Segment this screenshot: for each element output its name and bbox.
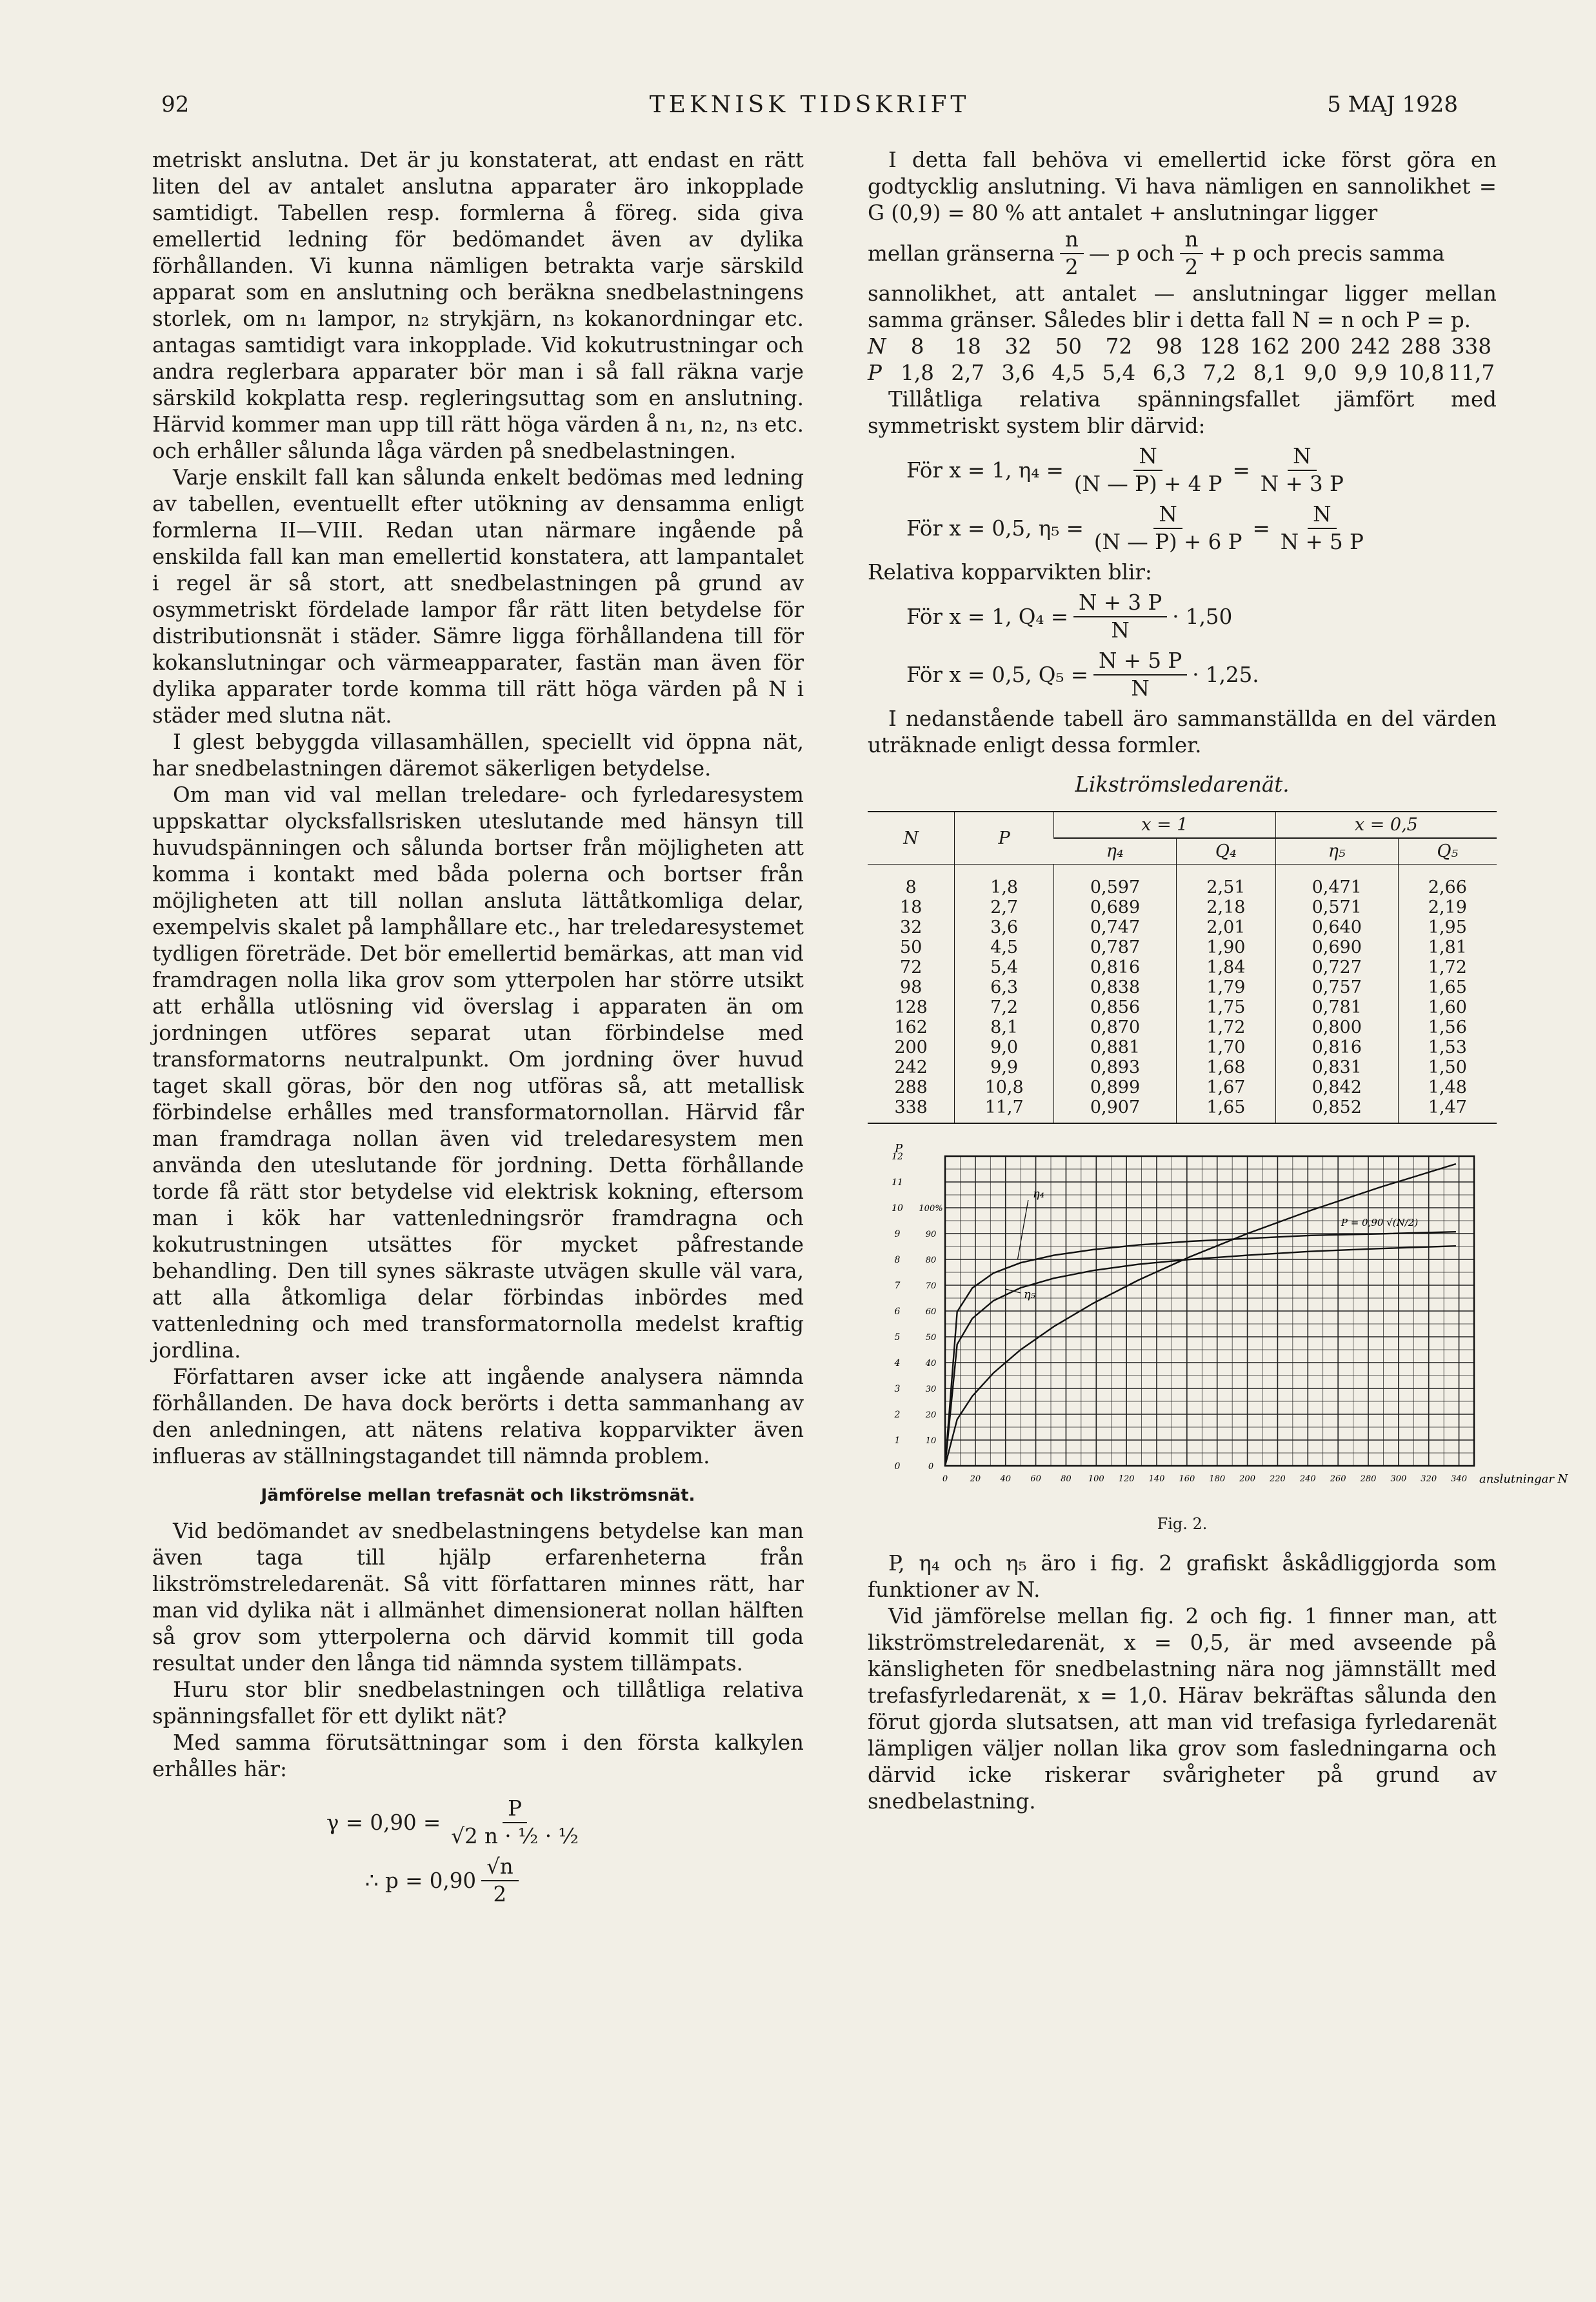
formula-lhs: För x = 1, η₄ =	[906, 457, 1064, 483]
table-cell: 1,70	[1176, 1037, 1275, 1057]
paragraph: Relativa kopparvikten blir:	[868, 560, 1152, 585]
table-row	[868, 897, 1497, 917]
table-cell: 1,53	[1398, 1037, 1497, 1057]
page-number: 92	[161, 92, 190, 117]
y-left-tick-label: 10	[892, 1203, 903, 1214]
y-left-tick-label: 4	[894, 1358, 901, 1368]
y-right-tick-label: 30	[925, 1385, 937, 1394]
numerator: N	[1308, 501, 1336, 529]
denominator: (N — P) + 6 P	[1093, 530, 1242, 554]
numerator: √n	[481, 1854, 519, 1881]
table-cell: 2,7	[955, 897, 1054, 917]
table-cell: 7,2	[955, 997, 1054, 1017]
table-cell: 1,75	[1176, 997, 1275, 1017]
y-left-tick-label: 6	[894, 1306, 901, 1317]
table-cell: 2,51	[1176, 865, 1275, 898]
value-cell: 8	[910, 334, 924, 359]
inline-limits	[868, 226, 1497, 281]
y-right-tick-label: 10	[925, 1436, 937, 1446]
y-left-tick-label: 12	[892, 1152, 903, 1162]
x-tick-label: 60	[1030, 1474, 1041, 1484]
x-tick-label: 20	[970, 1474, 981, 1484]
formula-lhs: För x = 1, Q₄ =	[906, 604, 1069, 629]
formula-rhs: · 1,25.	[1192, 662, 1259, 687]
text-fragment: — p och	[1088, 241, 1175, 266]
y-right-tick-label: 40	[925, 1359, 937, 1368]
table-row	[868, 957, 1497, 977]
table-cell: 338	[868, 1097, 955, 1123]
x-tick-label: 260	[1330, 1474, 1346, 1484]
annotation-leader	[1017, 1200, 1028, 1259]
paragraph: I nedanstående tabell äro sammanställda en del värden uträknade enligt dessa formler.	[868, 706, 1497, 757]
numerator: N	[1288, 443, 1316, 471]
text-fragment: + p och precis samma	[1208, 241, 1445, 266]
value-cell: 18	[954, 334, 981, 359]
y-left-tick-label: 3	[894, 1384, 901, 1394]
series-line-eta5	[945, 1246, 1456, 1466]
series-line-p	[945, 1164, 1456, 1466]
fraction	[1060, 226, 1084, 281]
equation-lhs: γ = 0,90 =	[326, 1810, 441, 1835]
fraction	[1073, 590, 1167, 644]
left-column	[152, 147, 804, 1912]
table-cell: 0,816	[1054, 957, 1177, 977]
formula-eta5	[906, 501, 1497, 555]
column-header: N	[868, 812, 955, 865]
table-cell: 1,79	[1176, 977, 1275, 997]
x-tick-label: 100	[1088, 1474, 1104, 1484]
value-cell: 2,7	[951, 361, 984, 385]
table-cell: 0,727	[1275, 957, 1398, 977]
x-tick-label: 180	[1209, 1474, 1226, 1484]
column-group-header: x = 0,5	[1275, 812, 1497, 838]
table-cell: 1,68	[1176, 1057, 1275, 1077]
table-cell: 288	[894, 1077, 928, 1097]
y-left-tick-label: 5	[894, 1332, 901, 1343]
numerator: N	[1133, 443, 1162, 471]
fraction	[1093, 648, 1187, 702]
x-tick-label: 240	[1299, 1474, 1316, 1484]
y-left-tick-label: 1	[894, 1436, 901, 1446]
y-left-tick-label: 8	[894, 1255, 901, 1265]
numerator: N	[1153, 501, 1182, 529]
equation-lhs: ∴ p = 0,90	[365, 1868, 477, 1893]
table-cell: 50	[899, 937, 923, 957]
value-cell: 242	[1350, 334, 1391, 359]
value-cell: 5,4	[1102, 361, 1136, 385]
y-left-tick-label: 11	[892, 1177, 903, 1188]
numerator: P	[503, 1796, 527, 1823]
table-cell: 1,72	[1176, 1017, 1275, 1037]
table-cell: 1,84	[1176, 957, 1275, 977]
table-row	[868, 1057, 1497, 1077]
paragraph: metriskt anslutna. Det är ju konstaterat, att endast en rätt liten del av antalet anslutna apparater äro inkopplade samtidigt. Tabellen resp. formlerna å föreg. sida giva emellertid ledning för bedömandet även av dylika förhållanden. Vi kunna nämligen betrakta varje särskild apparat som en anslutning och beräkna snedbelastningens storlek, om n₁ lampor, n₂ strykjärn, n₃ kokanordningar etc. antagas samtidigt vara inkopplade. Vid kokutrustningar och andra reglerbara apparater bör man i så fall räkna varje särskild kokplatta resp. regleringsuttag som en anslutning. Härvid kommer man upp till rätt höga värden å n₁, n₂, n₃ etc. och erhåller sålunda låga värden på snedbelastningen.	[152, 148, 804, 463]
fraction	[1255, 443, 1349, 497]
table-cell: 128	[894, 997, 928, 1017]
table-row	[868, 917, 1497, 937]
table-cell: 1,81	[1398, 937, 1497, 957]
x-tick-label: 140	[1148, 1474, 1165, 1484]
row-label: P	[868, 361, 882, 385]
column-header: P	[955, 812, 1054, 865]
value-cell: 7,2	[1202, 361, 1237, 385]
y-left-tick-label: 2	[894, 1410, 901, 1420]
table-row	[868, 1037, 1497, 1057]
table-cell: 0,870	[1054, 1017, 1177, 1037]
table-cell: 200	[894, 1037, 928, 1057]
equals-sign: =	[1252, 515, 1270, 541]
y-right-tick-label: 70	[925, 1281, 937, 1291]
table-cell: 0,842	[1275, 1077, 1398, 1097]
section-heading: Jämförelse mellan trefasnät och likströmsnät.	[261, 1486, 695, 1505]
table-cell: 0,597	[1054, 865, 1177, 898]
x-tick-label: 40	[1000, 1474, 1011, 1484]
table-cell: 1,72	[1398, 957, 1497, 977]
paragraph: Tillåtliga relativa spänningsfallet jämfört med symmetriskt system blir därvid:	[868, 387, 1497, 438]
issue-date: 5 MAJ 1928	[1327, 92, 1458, 117]
y-right-tick-label: 100%	[919, 1204, 943, 1214]
value-cell: 11,7	[1448, 361, 1495, 385]
table-cell: 0,787	[1054, 937, 1177, 957]
table-cell: 0,571	[1275, 897, 1398, 917]
equation	[326, 1796, 804, 1850]
table-cell: 1,56	[1398, 1017, 1497, 1037]
value-cell: 8,1	[1253, 361, 1287, 385]
value-cell: 288	[1401, 334, 1441, 359]
table-row	[868, 1077, 1497, 1097]
table-cell: 1,90	[1176, 937, 1275, 957]
table-cell: 0,893	[1054, 1057, 1177, 1077]
table-cell: 4,5	[955, 937, 1054, 957]
curve-label-eta4: η₄	[1032, 1187, 1044, 1201]
fraction	[481, 1854, 519, 1908]
table-body	[868, 865, 1497, 1124]
formula-q4	[906, 590, 1497, 644]
table-cell: 10,8	[955, 1077, 1054, 1097]
table-cell: 0,856	[1054, 997, 1177, 1017]
column-group-header: x = 1	[1054, 812, 1276, 838]
value-cell: 4,5	[1052, 361, 1086, 385]
value-cell: 72	[1105, 334, 1133, 359]
table-row	[868, 865, 1497, 898]
column-header: Q₄	[1176, 838, 1275, 865]
table-cell: 8	[905, 877, 917, 897]
paragraph: I detta fall behöva vi emellertid icke först göra en godtycklig anslutning. Vi hava nämligen en sannolikhet = G (0,9) = 80 % att antalet + anslutningar ligger	[868, 148, 1497, 225]
table-cell: 6,3	[955, 977, 1054, 997]
table-cell: 242	[894, 1057, 928, 1077]
denominator: 2	[1184, 255, 1199, 279]
table-cell: 3,6	[955, 917, 1054, 937]
p-values-row	[868, 360, 1497, 386]
denominator: 2	[1065, 255, 1079, 279]
y-right-tick-label: 0	[928, 1462, 934, 1472]
right-column	[868, 147, 1568, 1815]
x-tick-label: 160	[1179, 1474, 1195, 1484]
table-cell: 0,781	[1275, 997, 1398, 1017]
equals-sign: =	[1232, 457, 1250, 483]
table-cell: 0,831	[1275, 1057, 1398, 1077]
table-row	[868, 1097, 1497, 1123]
x-tick-label: 80	[1061, 1474, 1072, 1484]
denominator: N	[1131, 676, 1150, 701]
denominator: N + 5 P	[1280, 530, 1364, 554]
formula-lhs: För x = 0,5, Q₅ =	[906, 662, 1089, 687]
table-cell: 9,0	[955, 1037, 1054, 1057]
formula-lhs: För x = 0,5, η₅ =	[906, 515, 1084, 541]
table-cell: 162	[894, 1017, 928, 1037]
table-cell: 1,8	[955, 865, 1054, 898]
paragraph: Med samma förutsättningar som i den första kalkylen erhålles här:	[152, 1730, 804, 1781]
value-cell: 338	[1451, 334, 1491, 359]
table-cell: 5,4	[955, 957, 1054, 977]
numerator: N + 3 P	[1073, 590, 1167, 617]
value-cell: 200	[1300, 334, 1341, 359]
table-cell: 0,838	[1054, 977, 1177, 997]
value-cell: 6,3	[1152, 361, 1186, 385]
table-cell: 1,65	[1176, 1097, 1275, 1123]
value-cell: 1,8	[901, 361, 934, 385]
column-header: Q₅	[1398, 838, 1497, 865]
paragraph: Om man vid val mellan treledare- och fyrledaresystem uppskattar olycksfallsrisken uteslutande med hänsyn till huvudspänningen och sålunda bortser från möjligheten att komma i kontakt med båda polerna och bortser från möjligheten att till nollan ansluta lättåtkomliga delar, exempelvis skalet på lamphållare etc., har treledaresystemet tydligen företräde. Det bör emellertid bemärkas, att man vid framdragen nolla lika grov som ytterpolen har större utsikt att erhålla utlösning vid överslag i apparaten än om jordningen utföres separat utan förbindelse med transformatorns neutralpunkt. Om jordning över huvud taget skall göras, bör den nog utföras så, att metallisk förbindelse erhålles med transformatornollan. Härvid får man framdraga nollan även vid treledaresystem men använda den uteslutande för jordning. Detta förhållande torde få rätt stor betydelse vid elektrisk kokning, eftersom man i kök har vattenledningsrör framdragna och kokutrustningen utsättes för mycket påfrestande behandling. Den till synes säkraste utvägen skulle väl vara, att alla åtkomliga delar förbindas inbördes med vattenledning och med transformatornolla medelst kraftig jordlina.	[152, 783, 804, 1363]
denominator: 2	[493, 1882, 507, 1907]
table-cell: 0,690	[1275, 937, 1398, 957]
table-cell: 1,67	[1176, 1077, 1275, 1097]
table-cell: 9,9	[955, 1057, 1054, 1077]
x-tick-label: 320	[1421, 1474, 1437, 1484]
table-cell: 1,60	[1398, 997, 1497, 1017]
table-cell: 0,471	[1275, 865, 1398, 898]
table-row	[868, 1017, 1497, 1037]
table-cell: 2,66	[1398, 865, 1497, 898]
curve-label-eta5: η₅	[1023, 1288, 1035, 1301]
value-cell: 98	[1155, 334, 1183, 359]
value-cell: 9,0	[1303, 361, 1337, 385]
formula-rhs: · 1,50	[1172, 604, 1233, 629]
y-left-tick-label: 9	[894, 1229, 901, 1239]
table-cell: 0,899	[1054, 1077, 1177, 1097]
table-cell: 1,65	[1398, 977, 1497, 997]
fraction	[1275, 501, 1369, 555]
table-row	[868, 977, 1497, 997]
formula-q5	[906, 648, 1497, 702]
fraction	[1089, 501, 1248, 555]
table-caption: Likströmsledarenät.	[1075, 772, 1290, 797]
numerator: n	[1060, 226, 1084, 254]
table-cell: 8,1	[955, 1017, 1054, 1037]
equation	[365, 1854, 804, 1908]
paragraph: P, η₄ och η₅ äro i fig. 2 grafiskt åskådliggjorda som funktioner av N.	[868, 1551, 1497, 1602]
value-cell: 10,8	[1397, 361, 1444, 385]
y-right-tick-label: 60	[925, 1307, 937, 1317]
fraction	[446, 1796, 584, 1850]
table-cell: 1,47	[1398, 1097, 1497, 1123]
table-cell: 0,816	[1275, 1037, 1398, 1057]
data-table	[868, 811, 1497, 1124]
paragraph: I glest bebyggda villasamhällen, speciellt vid öppna nät, har snedbelastningen däremot säkerligen betydelse.	[152, 730, 804, 781]
table-cell: 0,689	[1054, 897, 1177, 917]
value-cell: 3,6	[1001, 361, 1035, 385]
chart-svg	[868, 1142, 1568, 1505]
value-cell: 50	[1055, 334, 1082, 359]
table-cell: 0,907	[1054, 1097, 1177, 1123]
x-tick-label: 200	[1239, 1474, 1255, 1484]
x-tick-label: 340	[1451, 1474, 1467, 1484]
x-tick-label: 300	[1390, 1474, 1407, 1484]
formula-eta4	[906, 443, 1497, 497]
y-right-tick-label: 50	[925, 1333, 937, 1343]
figure-2-chart	[868, 1142, 1568, 1505]
denominator: √2 n · ½ · ½	[451, 1824, 579, 1848]
y-left-tick-label: 0	[894, 1461, 901, 1472]
table-cell: 2,19	[1398, 897, 1497, 917]
table-cell: 1,50	[1398, 1057, 1497, 1077]
paragraph: Huru stor blir snedbelastningen och tillåtliga relativa spänningsfallet för ett dylikt nät?	[152, 1677, 804, 1728]
y-left-tick-label: 7	[894, 1281, 901, 1291]
table-cell: 11,7	[955, 1097, 1054, 1123]
table-cell: 18	[899, 897, 923, 917]
table-cell: 1,48	[1398, 1077, 1497, 1097]
numerator: N + 5 P	[1093, 648, 1187, 676]
figure-caption: Fig. 2.	[1157, 1515, 1208, 1533]
y-right-tick-label: 80	[925, 1256, 937, 1265]
column-header: η₄	[1054, 838, 1177, 865]
table-cell: 2,01	[1176, 917, 1275, 937]
y-left-axis-label: P	[895, 1142, 903, 1156]
numerator: n	[1180, 226, 1204, 254]
paragraph: Författaren avser icke att ingående analysera nämnda förhållanden. De hava dock berörts i detta sammanhang av den anledningen, att nätens relativa kopparvikter även influeras av ställningstagandet till nämnda problem.	[152, 1365, 804, 1468]
x-tick-label: 280	[1360, 1474, 1377, 1484]
text-fragment: mellan gränserna	[868, 241, 1055, 266]
table-cell: 32	[899, 917, 923, 937]
x-axis-label: anslutningar N	[1479, 1472, 1568, 1486]
value-cell: 32	[1004, 334, 1032, 359]
paragraph: Vid jämförelse mellan fig. 2 och fig. 1 finner man, att likströmstreledarenät, x = 0,5, är med avseende på känsligheten för snedbelastning nära nog jämnställt med trefasfyrledarenät, x = 1,0. Härav bekräftas sålunda den förut gjorda slutsatsen, att man vid trefasiga fyrledarenät lämpligen väljer nollan lika grov som fasledningarna och därvid icke riskerar svårigheter på grund av snedbelastning.	[868, 1604, 1497, 1814]
value-cell: 9,9	[1353, 361, 1388, 385]
value-cell: 162	[1250, 334, 1290, 359]
paragraph: Varje enskilt fall kan sålunda enkelt bedömas med ledning av tabellen, eventuellt efter utökning av densamma enligt formlerna II—VIII. Redan utan närmare ingående på enskilda fall kan man emellertid konstatera, att lampantalet i regel är så stort, att snedbelastningen på grund av osymmetriskt fördelade lampor får rätt liten betydelse för distributionsnät i städer. Sämre ligga förhållandena till för kokanslutningar och värmeapparater, fastän man även för dylika apparater torde komma till rätt höga värden på N i städer med slutna nät.	[152, 465, 804, 728]
fraction	[1069, 443, 1228, 497]
table-cell: 98	[899, 977, 923, 997]
table-cell: 2,18	[1176, 897, 1275, 917]
fraction	[1180, 226, 1204, 281]
n-values-row	[868, 334, 1497, 360]
denominator: N	[1111, 618, 1130, 643]
column-header: η₅	[1275, 838, 1398, 865]
paragraph: Vid bedömandet av snedbelastningens betydelse kan man även taga till hjälp erfarenheterna från likströmstreledarenät. Så vitt författaren minnes rätt, har man vid dylika nät i allmänhet dimensionerat nollan hälften så grov som ytterpolerna och därvid kommit till goda resultat under den långa tid nämnda system tillämpats.	[152, 1519, 804, 1676]
table-cell: 0,747	[1054, 917, 1177, 937]
y-right-tick-label: 20	[925, 1410, 937, 1420]
x-tick-label: 220	[1270, 1474, 1286, 1484]
table-cell: 0,640	[1275, 917, 1398, 937]
value-cell: 128	[1199, 334, 1240, 359]
row-label: N	[868, 334, 886, 359]
denominator: (N — P) + 4 P	[1073, 472, 1222, 496]
table-cell: 0,757	[1275, 977, 1398, 997]
y-right-tick-label: 90	[925, 1230, 937, 1239]
paragraph: sannolikhet, att antalet — anslutningar ligger mellan samma gränser. Således blir i detta fall N = n och P = p.	[868, 281, 1497, 332]
denominator: N + 3 P	[1260, 472, 1344, 496]
x-tick-label: 0	[942, 1474, 948, 1484]
table-row	[868, 997, 1497, 1017]
table-cell: 0,800	[1275, 1017, 1398, 1037]
curve-label-p: P = 0,90 √(N/2)	[1341, 1217, 1419, 1228]
table-cell: 1,95	[1398, 917, 1497, 937]
page-header	[161, 92, 1458, 124]
x-tick-label: 120	[1118, 1474, 1135, 1484]
table-cell: 0,881	[1054, 1037, 1177, 1057]
table-row	[868, 937, 1497, 957]
table-cell: 72	[899, 957, 923, 977]
table-cell: 0,852	[1275, 1097, 1398, 1123]
journal-title: TEKNISK TIDSKRIFT	[649, 92, 970, 118]
